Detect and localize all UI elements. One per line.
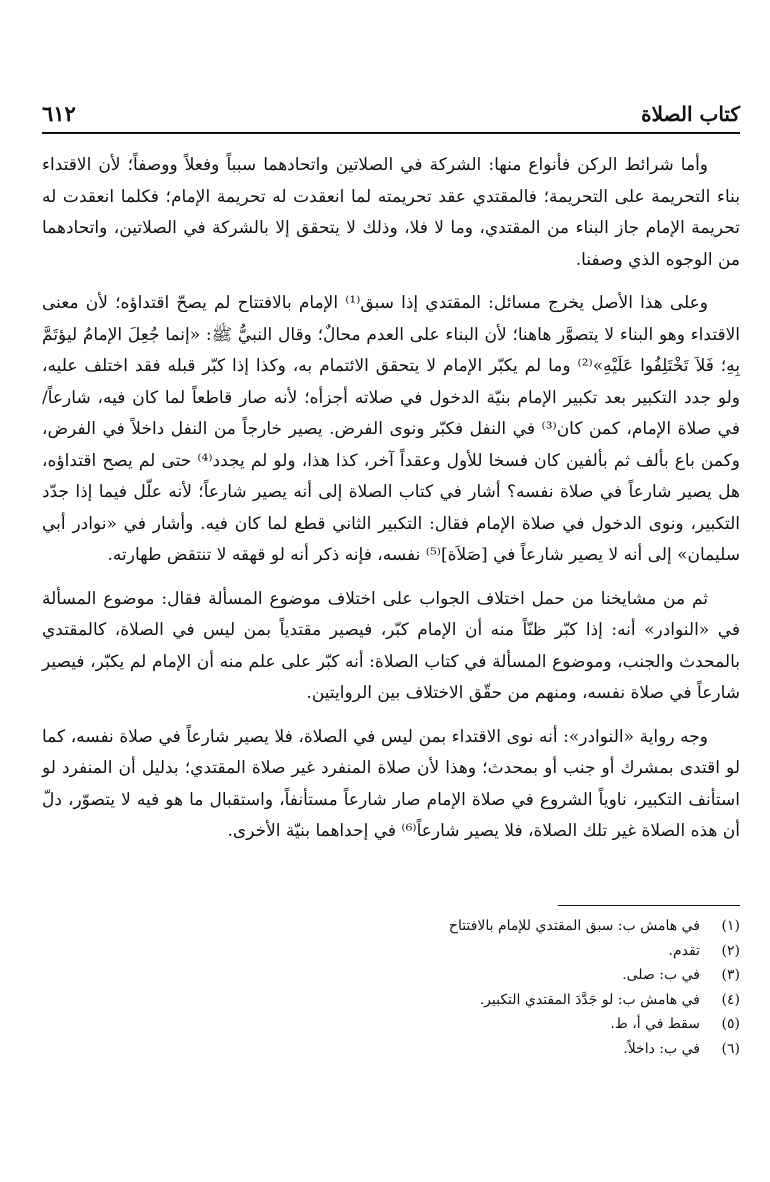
page-number: ٦١٢ bbox=[42, 101, 76, 126]
footnote-item bbox=[280, 1037, 740, 1062]
footnote-text: تقدم. bbox=[668, 942, 700, 959]
footnote-item bbox=[280, 963, 740, 988]
footnote-divider bbox=[558, 905, 740, 906]
footnote-item bbox=[280, 1012, 740, 1037]
footnote-text: في هامش ب: لو جَدَّدَ المقتدي التكبير. bbox=[479, 991, 700, 1008]
footnotes bbox=[280, 914, 740, 1061]
footnote-text: في هامش ب: سبق المقتدي للإمام بالافتتاح bbox=[448, 918, 700, 934]
footnote-number: (٢) bbox=[721, 942, 740, 959]
paragraph-scholars: ثم من مشايخنا من حمل اختلاف الجواب على اختلاف موضوع المسألة فقال: موضوع المسألة في «النوادر» أنه: إذا كبّر ظنّاً منه أن الإمام كبّر، فيصير مقتدياً بمن ليس في الصلاة، كالمقتدي بالمحدث والجنب، وموضوع المسألة في كتاب الصلاة: أنه كبّر على علم منه أن الإمام لم يكبّر، فيصير شارعاً في صلاة نفسه، ومنهم من حقّق الاختلاف بين الروايتين. bbox=[42, 588, 740, 703]
paragraph-conditions: وأما شرائط الركن فأنواع منها: الشركة في الصلاتين واتحادهما سبباً وفعلاً ووصفاً؛ لأن الاقتداء بناء التحريمة على التحريمة؛ فالمقتدي عقد تحريمته لما انعقدت له تحريمة الإمام؛ فكلما انعقدت له تحريمة الإمام جاز البناء من المقتدي، وما لا فلا، وذلك لا يتحقق إلا بالشركة في الصلاتين، واتحادهما من الوجوه الذي وصفنا. bbox=[42, 155, 740, 270]
footnote-number: (٥) bbox=[721, 1016, 740, 1032]
paragraph-issues: وعلى هذا الأصل يخرج مسائل: المقتدي إذا سبق⁽¹⁾ الإمام بالافتتاح لم يصحّ اقتداؤه؛ لأن معنى الاقتداء وهو البناء لا يتصوَّر هاهنا؛ لأن البناء على العدم محالٌ؛ وقال النبيُّ ﷺ: «إنما جُعِلَ الإمامُ ليؤتَمَّ بِهِ؛ فَلاَ تَخْتَلِفُوا عَلَيْهِ»⁽²⁾ وما لم يكبّر الإمام لا يتحقق الائتمام به، وكذا إذا كبّر قبله فقد اختلف عليه، ولو جدد التكبير بعد تكبير الإمام بنيّة الدخول في صلاته أجزأه؛ لأنه صار قاطعاً لما كان فيه، شارعاً/ في صلاة الإمام، كمن كان⁽³⁾ في النفل فكبّر ونوى الفرض. يصير خارجاً من النفل داخلاً في الفرض، وكمن باع بألف ثم بألفين كان فسخا للأول وعقداً آخر، كذا هذا، ولو لم يجدد⁽⁴⁾ حتى لم يصح اقتداؤه، هل يصير شارعاً في صلاة نفسه؟ أشار في كتاب الصلاة إلى أنه يصير شارعاً؛ لأنه علّل فيما إذا جدّد التكبير، ونوى الدخول في صلاة الإمام فقال: التكبير الثاني قطع لما كان فيه. وأشار في «نوادر أبي سليمان» إلى أنه لا يصير شارعاً في [صَلاَة]⁽⁵⁾ نفسه، فإنه ذكر أنه لو قهقه لا تنتقض طهارته. bbox=[42, 293, 741, 565]
footnote-text: في ب: صلى. bbox=[622, 967, 700, 983]
footnote-text: سقط في أ، ط. bbox=[610, 1016, 700, 1032]
main-text bbox=[42, 150, 740, 860]
footnote-number: (٤) bbox=[721, 991, 740, 1008]
page-header bbox=[42, 92, 740, 134]
footnote-number: (٦) bbox=[721, 1040, 740, 1057]
running-title: كتاب الصلاة bbox=[641, 102, 740, 126]
footnote-item bbox=[280, 988, 740, 1013]
footnote-number: (٣) bbox=[721, 967, 740, 983]
footnote-item bbox=[280, 914, 740, 939]
footnote-text: في ب: داخلاً. bbox=[623, 1040, 700, 1057]
footnote-number: (١) bbox=[721, 918, 740, 934]
paragraph-nawadir: وجه رواية «النوادر»: أنه نوى الاقتداء بمن ليس في الصلاة، فلا يصير شارعاً في صلاة نفسه، كما لو اقتدى بمشرك أو جنب أو بمحدث؛ وهذا لأن صلاة المنفرد غير صلاة المقتدي؛ بدليل أن المنفرد لو استأنف التكبير، ناوياً الشروع في صلاة الإمام صار شارعاً مستأنفاً، واستقبال ما هو فيه لا يتصوّر، دلّ أن هذه الصلاة غير تلك الصلاة، فلا يصير شارعاً⁽⁶⁾ في إحداهما بنيّة الأخرى. bbox=[42, 726, 740, 841]
footnote-item bbox=[280, 939, 740, 964]
